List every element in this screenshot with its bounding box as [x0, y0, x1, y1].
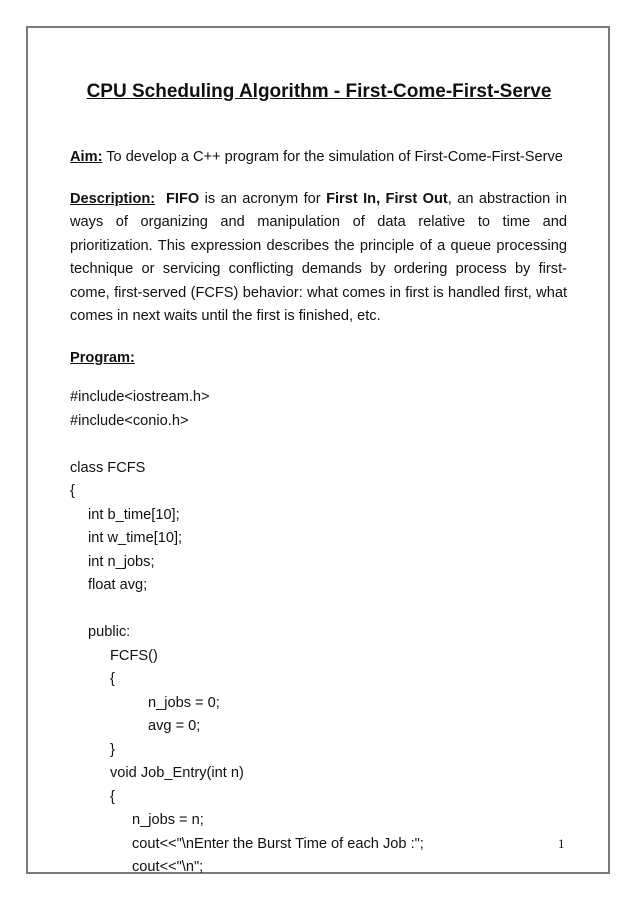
description-label: Description: [70, 190, 156, 207]
description-paragraph [70, 188, 567, 329]
aim-label: Aim: [70, 149, 103, 165]
description-bold-fifo: FIFO [165, 190, 200, 207]
aim-text: To develop a C++ program for the simulation of First-Come-First-Serve [102, 149, 563, 165]
aim-paragraph [70, 146, 567, 170]
document-body [70, 146, 567, 880]
code-line: { [110, 788, 115, 805]
code-line: class FCFS [70, 459, 146, 476]
page-number: 1 [558, 836, 565, 851]
code-line: n_jobs = 0; [148, 694, 220, 711]
program-label: Program: [70, 349, 135, 366]
code-line: int n_jobs; [88, 553, 155, 570]
code-line: { [70, 483, 75, 499]
code-line: public: [88, 624, 131, 640]
description-text-2: , an abstraction in ways of organizing and manipulation of data relative to time and prioritization. This expression describes the principle of a queue processing technique or servicing conflicting demands by ordering process by first-come, first-served (FCFS) behavior: what comes in first is handled first, what comes in next waits until the first is finished, etc. [70, 190, 568, 324]
description-bold-fifo-expansion: First In, First Out [326, 190, 448, 207]
code-block [70, 386, 567, 880]
description-text-1: is an acronym for [199, 190, 327, 207]
code-line: FCFS() [110, 647, 158, 664]
code-line: cout<<"\n"; [132, 859, 204, 875]
code-line: int w_time[10]; [88, 530, 183, 546]
code-line: #include<iostream.h> [70, 389, 210, 405]
code-line: void Job_Entry(int n) [110, 765, 244, 781]
code-line-blank [70, 598, 567, 622]
code-line: n_jobs = n; [132, 812, 204, 828]
code-line-blank [70, 433, 567, 457]
code-line: cout<<"\nEnter the Burst Time of each Job :"; [132, 835, 424, 852]
code-line: } [110, 741, 115, 758]
code-line: avg = 0; [148, 718, 201, 734]
page-title: CPU Scheduling Algorithm - First-Come-First-Serve [86, 81, 552, 102]
code-line: int b_time[10]; [88, 506, 180, 523]
code-line: #include<conio.h> [70, 412, 189, 429]
code-line: float avg; [88, 577, 148, 593]
code-line: { [110, 671, 115, 687]
